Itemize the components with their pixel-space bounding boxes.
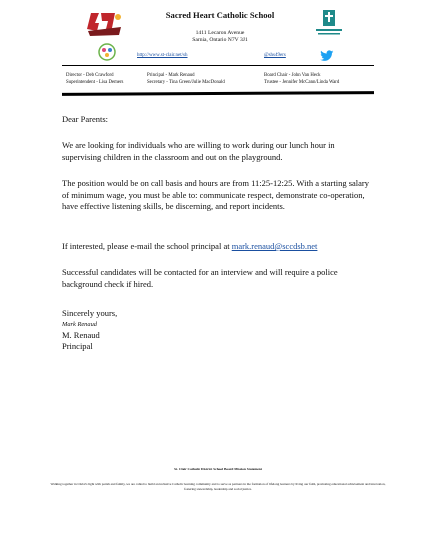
staff-superintendent: Superintendent - Lisa Demers (66, 80, 124, 85)
mission-statement-text: Walking together in Christ's light with parish and family, we are called to build an inclusive Catholic learning community and to serve as partners in the formation of lifelong learners by living our faith, promoting educational achievement and innovation, fostering stewardship, leadership and social justice. (50, 482, 386, 491)
staff-column-3 (264, 72, 339, 86)
mission-statement-title: St. Clair Catholic District School Board Mission Statement (174, 467, 262, 471)
address-line-1: 1411 Lecaron Avenue (195, 30, 245, 36)
header-divider (62, 65, 374, 66)
letterhead-rule (62, 91, 374, 96)
staff-column-1 (66, 72, 123, 86)
school-49-logo (85, 9, 123, 37)
letter-salutation: Dear Parents: (62, 114, 109, 124)
contact-instruction: If interested, please e-mail the school principal at (62, 241, 232, 251)
principal-email-link[interactable]: mark.renaud@sccdsb.net (231, 241, 318, 251)
school-website-link[interactable]: http://www.st-clair.net/sh (137, 53, 188, 58)
twitter-handle-link[interactable]: @shs49ers (264, 53, 286, 58)
address-line-2: Sarnia, Ontario N7V 3J1 (192, 37, 248, 43)
staff-board-chair: Board Chair - John Van Heck (264, 73, 321, 78)
staff-trustee: Trustee - Jennifer McCann/Linda Ward (264, 80, 340, 85)
closing-line: Sincerely yours, (62, 308, 118, 318)
letter-paragraph-2: The position would be on call basis and hours are from 11:25-12:25. With a starting salary of minimum wage, you must be able to: communicate respect, demonstrate co-operation, have effective listening skills, be discerning, and report incidents. (62, 178, 370, 211)
letter-paragraph-1: We are looking for individuals who are willing to work during our lunch hour in supervising children in the classroom and out on the playground. (62, 140, 335, 162)
st-clair-catholic-logo (314, 8, 344, 38)
signer-name: M. Renaud (62, 329, 100, 340)
signature: Mark Renaud (62, 320, 97, 328)
staff-principal: Principal - Mark Renaud (147, 73, 195, 78)
letter-paragraph-4: Successful candidates will be contacted for an interview and will require a police background check if hired. (62, 267, 338, 289)
school-crest-icon (96, 42, 118, 62)
letter-closing (62, 308, 117, 353)
letter-paragraph-3 (62, 241, 374, 253)
staff-column-2 (147, 72, 225, 86)
staff-secretary: Secretary - Tina Green/Julie MacDonald (147, 80, 225, 85)
staff-director: Director - Deb Crawford (66, 73, 114, 78)
signer-title: Principal (62, 341, 93, 351)
twitter-icon[interactable] (320, 50, 334, 62)
school-name: Sacred Heart Catholic School (165, 10, 275, 20)
